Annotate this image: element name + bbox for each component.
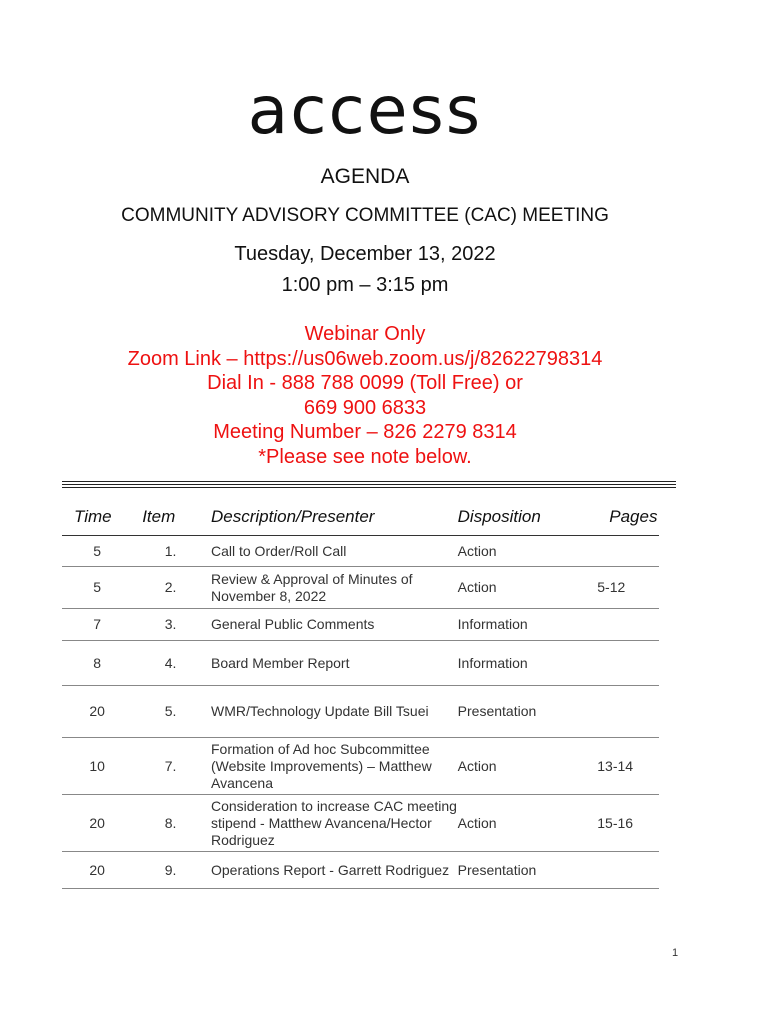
meeting-time: 1:00 pm – 3:15 pm <box>281 274 449 296</box>
row-item: 4. <box>132 641 209 686</box>
row-disposition: Presentation <box>458 686 598 738</box>
double-rule-divider <box>62 481 676 490</box>
row-description: Board Member Report <box>209 641 458 686</box>
row-pages: 13-14 <box>597 738 659 795</box>
row-description: WMR/Technology Update Bill Tsuei <box>209 686 458 738</box>
row-item: 5. <box>132 686 209 738</box>
dial-in-number: Dial In - 888 788 0099 (Toll Free) or <box>207 372 523 395</box>
table-row <box>62 738 659 795</box>
row-item: 2. <box>132 567 209 609</box>
meeting-number: Meeting Number – 826 2279 8314 <box>213 421 517 444</box>
row-pages: 15-16 <box>597 795 659 852</box>
meeting-name: COMMUNITY ADVISORY COMMITTEE (CAC) MEETING <box>121 205 609 226</box>
row-item: 9. <box>132 852 209 889</box>
row-time: 20 <box>62 852 132 889</box>
row-item: 8. <box>132 795 209 852</box>
zoom-link[interactable]: Zoom Link – https://us06web.zoom.us/j/82622798314 <box>127 347 603 370</box>
row-disposition: Action <box>458 738 598 795</box>
table-row <box>62 686 659 738</box>
table-row <box>62 641 659 686</box>
page-number: 1 <box>672 947 679 959</box>
row-time: 5 <box>62 536 132 567</box>
row-time: 8 <box>62 641 132 686</box>
row-item: 7. <box>132 738 209 795</box>
access-logo: access <box>247 72 483 149</box>
table-row <box>62 567 659 609</box>
row-time: 20 <box>62 795 132 852</box>
agenda-table <box>62 505 659 889</box>
table-row <box>62 852 659 889</box>
row-pages <box>597 686 659 738</box>
row-time: 20 <box>62 686 132 738</box>
row-disposition: Action <box>458 795 598 852</box>
row-pages <box>597 609 659 641</box>
row-description: General Public Comments <box>209 609 458 641</box>
row-disposition: Information <box>458 641 598 686</box>
row-pages <box>597 852 659 889</box>
row-pages <box>597 641 659 686</box>
header-item: Item <box>132 505 209 536</box>
row-description: Review & Approval of Minutes of November 8, 2022 <box>209 567 458 609</box>
agenda-heading: AGENDA <box>320 165 410 188</box>
header-pages: Pages <box>597 505 659 536</box>
table-header-row <box>62 505 659 536</box>
header-disposition: Disposition <box>458 505 598 536</box>
header-description: Description/Presenter <box>209 505 458 536</box>
table-row <box>62 609 659 641</box>
row-description: Call to Order/Roll Call <box>209 536 458 567</box>
row-description: Formation of Ad hoc Subcommittee (Website Improvements) – Matthew Avancena <box>209 738 458 795</box>
header-time: Time <box>62 505 132 536</box>
row-description: Operations Report - Garrett Rodriguez <box>209 852 458 889</box>
webinar-info <box>0 322 730 470</box>
dial-in-alt-number: 669 900 6833 <box>303 396 427 419</box>
row-disposition: Action <box>458 567 598 609</box>
table-row <box>62 536 659 567</box>
row-disposition: Information <box>458 609 598 641</box>
row-item: 1. <box>132 536 209 567</box>
see-note-text: *Please see note below. <box>258 445 472 468</box>
row-time: 7 <box>62 609 132 641</box>
row-item: 3. <box>132 609 209 641</box>
table-row <box>62 795 659 852</box>
row-time: 5 <box>62 567 132 609</box>
row-disposition: Action <box>458 536 598 567</box>
row-pages <box>597 536 659 567</box>
row-description: Consideration to increase CAC meeting stipend - Matthew Avancena/Hector Rodriguez <box>209 795 458 852</box>
webinar-only-label: Webinar Only <box>304 323 426 345</box>
meeting-date: Tuesday, December 13, 2022 <box>234 243 496 265</box>
row-pages: 5-12 <box>597 567 659 609</box>
row-time: 10 <box>62 738 132 795</box>
row-disposition: Presentation <box>458 852 598 889</box>
